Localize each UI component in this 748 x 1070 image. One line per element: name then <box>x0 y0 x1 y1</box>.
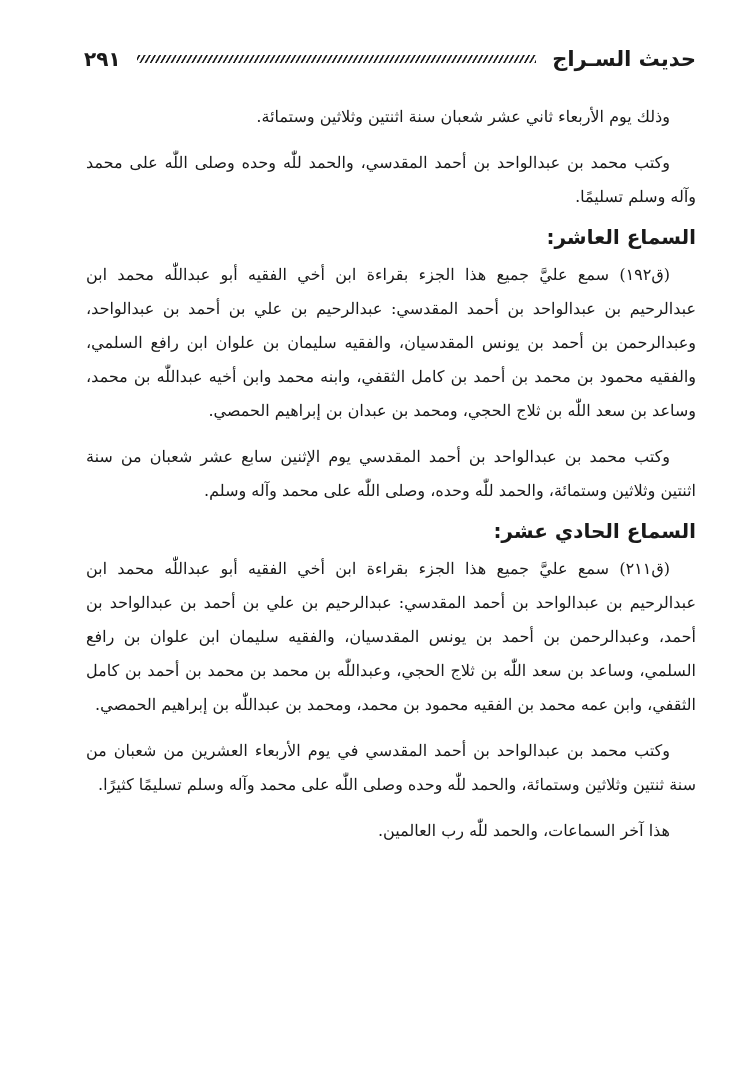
running-header <box>84 44 696 74</box>
paragraph-colophon-1: وكتب محمد بن عبدالواحد بن أحمد المقدسي، والحمد للّٰه وحده وصلى اللّٰه على محمد وآله وسلم تسليمًا. <box>86 153 696 206</box>
paragraph-hearing-11: (ق٢١١) سمع عليَّ جميع هذا الجزء بقراءة ابن أخي الفقيه أبو عبداللّٰه محمد ابن عبدالرحيم بن عبدالواحد بن أحمد المقدسي: عبدالرحيم بن علي بن أحمد بن عبدالواحد بن أحمد، وعبدالرحمن بن أحمد بن يونس المقدسيان، والفقيه سليمان ابن علوان بن رافع السلمي، وساعد بن سعد اللّٰه بن ثلاج الحجي، وعبداللّٰه بن محمد بن محمد بن أحمد بن كامل الثقفي، وابن عمه محمد بن الفقيه محمود بن محمد، ومحمد بن عبداللّٰه بن إبراهيم الحمصي. <box>86 559 696 714</box>
paragraph-date: وذلك يوم الأربعاء ثاني عشر شعبان سنة اثنتين وثلاثين وستمائة. <box>256 107 670 126</box>
heading-tenth-hearing: السماع العاشر: <box>546 225 696 249</box>
paragraph-hearing-10: (ق١٩٢) سمع عليَّ جميع هذا الجزء بقراءة ابن أخي الفقيه أبو عبداللّٰه محمد ابن عبدالرحيم بن عبدالواحد بن أحمد المقدسي: عبدالرحيم بن علي بن أحمد بن عبدالواحد، وعبدالرحمن بن أحمد بن يونس المقدسيان، والفقيه سليمان بن علوان ابن رافع السلمي، والفقيه محمود بن محمد بن أحمد بن كامل الثقفي، وابنه محمد وابن أخيه عبداللّٰه بن محمد، وساعد بن سعد اللّٰه بن ثلاج الحجي، ومحمد بن عبدان بن إبراهيم الحمصي. <box>86 265 696 420</box>
page-body <box>86 100 696 848</box>
running-title: حديث السـراج <box>552 47 696 71</box>
header-rule <box>137 55 537 63</box>
paragraph-colophon-2: وكتب محمد بن عبدالواحد بن أحمد المقدسي يوم الإثنين سابع عشر شعبان من سنة اثنتين وثلاثين وستمائة، والحمد للّٰه وحده، وصلى اللّٰه على محمد وآله وسلم. <box>86 447 696 500</box>
heading-eleventh-hearing: السماع الحادي عشر: <box>493 519 696 543</box>
paragraph-closing: هذا آخر السماعات، والحمد للّٰه رب العالمين. <box>377 821 670 840</box>
paragraph-colophon-3: وكتب محمد بن عبدالواحد بن أحمد المقدسي في يوم الأربعاء العشرين من شعبان من سنة ثنتين وثلاثين وستمائة، والحمد للّٰه وحده وصلى اللّٰه على محمد وآله وسلم تسليمًا كثيرًا. <box>86 741 696 794</box>
page-number: ٢٩١ <box>84 47 121 71</box>
